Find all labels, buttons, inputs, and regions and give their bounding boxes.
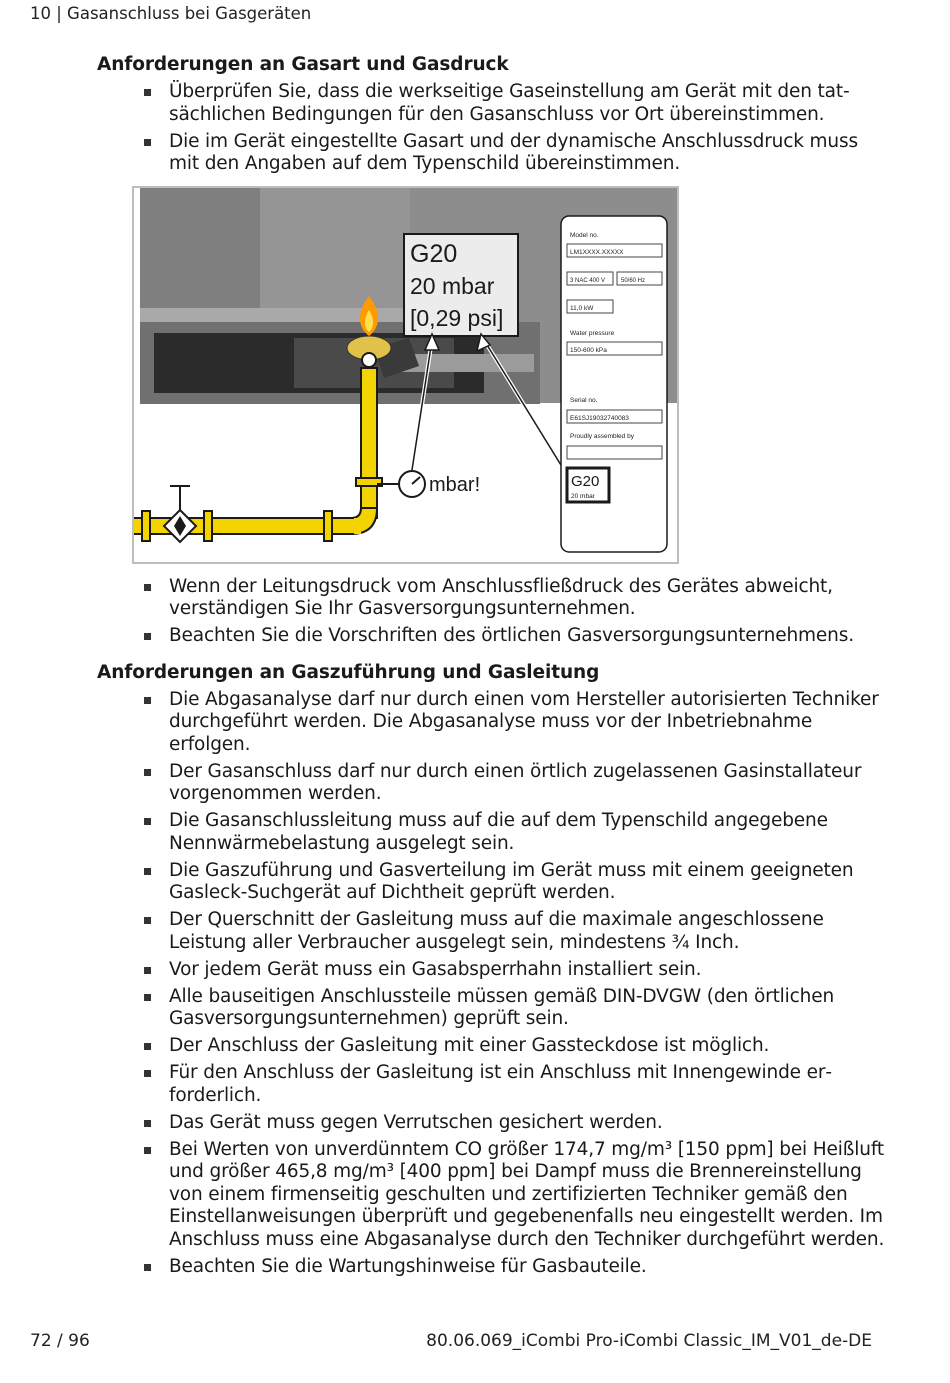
list-item: Die Gaszuführung und Gasverteilung im Gerät muss mit einem geeigneten Gasleck-Suchgerät auf Dichtheit geprüft werden. — [97, 860, 887, 905]
list-item: Der Anschluss der Gasleitung mit einer Gassteckdose ist möglich. — [97, 1035, 887, 1058]
main-content — [97, 54, 887, 1283]
list-item: Beachten Sie die Wartungshinweise für Gasbauteile. — [97, 1256, 887, 1279]
bullet-icon — [144, 697, 151, 704]
gas-label-psi: [0,29 psi] — [410, 304, 504, 331]
svg-text:E61SJ19032740083: E61SJ19032740083 — [570, 414, 629, 422]
list-item: Wenn der Leitungsdruck vom Anschlussfließdruck des Gerätes abweicht, verständigen Sie Ihr Gasversorgungsunternehmen. — [97, 576, 887, 621]
bullet-icon — [144, 139, 151, 146]
list-item: Alle bauseitigen Anschlussteile müssen gemäß DIN-DVGW (den örtlichen Gasversorgungsunternehmen) geprüft sein. — [97, 986, 887, 1031]
svg-text:50/60 Hz: 50/60 Hz — [621, 277, 646, 284]
svg-text:11,0 kW: 11,0 kW — [570, 304, 594, 312]
section-gas-supply — [97, 662, 887, 1279]
list-item: Überprüfen Sie, dass die werkseitige Gaseinstellung am Gerät mit den tatsächlichen Bedingungen für den Gasanschluss vor Ort übereinstimmen. — [97, 81, 887, 126]
page-number: 72 / 96 — [30, 1331, 90, 1351]
svg-text:G20: G20 — [571, 472, 600, 490]
bullet-icon — [144, 584, 151, 591]
svg-text:3 NAC 400 V: 3 NAC 400 V — [570, 277, 606, 284]
list-item: Die Gasanschlussleitung muss auf die auf dem Typenschild angegebene Nennwärmebelastung ausgelegt sein. — [97, 810, 887, 855]
bullet-icon — [144, 89, 151, 96]
section-title-gas-type: Anforderungen an Gasart und Gasdruck — [97, 54, 509, 75]
bullet-icon — [144, 1070, 151, 1077]
list-item: Vor jedem Gerät muss ein Gasabsperrhahn installiert sein. — [97, 959, 887, 982]
list-item: Für den Anschluss der Gasleitung ist ein Anschluss mit Innengewinde erforderlich. — [97, 1062, 887, 1107]
list-item: Der Querschnitt der Gasleitung muss auf die maximale angeschlossene Leistung aller Verbraucher ausgelegt sein, mindestens ¾ Inch. — [97, 909, 887, 954]
bullet-icon — [144, 1043, 151, 1050]
list-item: Die Abgasanalyse darf nur durch einen vom Hersteller autorisierten Techniker durchgeführt werden. Die Abgasanalyse muss vor der Inbetriebnahme erfolgen. — [97, 689, 887, 757]
gas-label-type: G20 — [410, 239, 458, 268]
svg-text:20 mbar: 20 mbar — [571, 492, 595, 500]
list-item: Das Gerät muss gegen Verrutschen gesichert werden. — [97, 1112, 887, 1135]
bullet-icon — [144, 633, 151, 640]
bullet-icon — [144, 1120, 151, 1127]
bullet-icon — [144, 1264, 151, 1271]
svg-text:Proudly assembled by: Proudly assembled by — [570, 432, 634, 440]
bullet-icon — [144, 1147, 151, 1154]
bullet-icon — [144, 994, 151, 1001]
bullet-icon — [144, 967, 151, 974]
requirements-list-gas-supply — [97, 689, 887, 1279]
svg-text:Model no.: Model no. — [570, 231, 599, 239]
svg-text:LM1XXXX.XXXXX: LM1XXXX.XXXXX — [570, 248, 624, 256]
bullet-icon — [144, 917, 151, 924]
section-title-gas-supply: Anforderungen an Gaszuführung und Gasleitung — [97, 661, 600, 683]
gas-connection-figure — [132, 186, 679, 564]
bullet-icon — [144, 868, 151, 875]
type-plate — [561, 216, 667, 552]
svg-text:Serial no.: Serial no. — [570, 396, 598, 404]
list-item: Die im Gerät eingestellte Gasart und der dynamische Anschlussdruck muss mit den Angaben auf dem Typenschild übereinstimmen. — [97, 131, 887, 176]
document-id: 80.06.069_iCombi Pro-iCombi Classic_IM_V01_de-DE — [426, 1331, 872, 1351]
list-item: Der Gasanschluss darf nur durch einen örtlich zugelassenen Gasinstallateur vorgenommen werden. — [97, 761, 887, 806]
requirements-list-gas-type-continued — [97, 576, 887, 648]
list-item: Bei Werten von unverdünntem CO größer 174,7 mg/m³ [150 ppm] bei Heißluft und größer 465,8 mg/m³ [400 ppm] bei Dampf muss die Brennereinstellung von einem firmenseitig geschulten und zertifizierten Techniker gemäß den Einstellanweisungen überprüft und gegebenenfalls neu eingestellt werden. Im Anschluss muss eine Abgasanalyse durch den Techniker durchgeführt werden. — [97, 1139, 887, 1252]
bullet-icon — [144, 818, 151, 825]
requirements-list-gas-type — [97, 81, 887, 176]
svg-text:150-600 kPa: 150-600 kPa — [570, 346, 607, 354]
page-header: 10 | Gasanschluss bei Gasgeräten — [30, 4, 312, 23]
svg-text:Water pressure: Water pressure — [570, 329, 615, 337]
gas-label-pressure: 20 mbar — [410, 272, 495, 299]
list-item: Beachten Sie die Vorschriften des örtlichen Gasversorgungsunternehmens. — [97, 625, 887, 648]
bullet-icon — [144, 769, 151, 776]
gauge-label: mbar! — [429, 473, 481, 496]
gas-connection-illustration — [134, 188, 677, 562]
